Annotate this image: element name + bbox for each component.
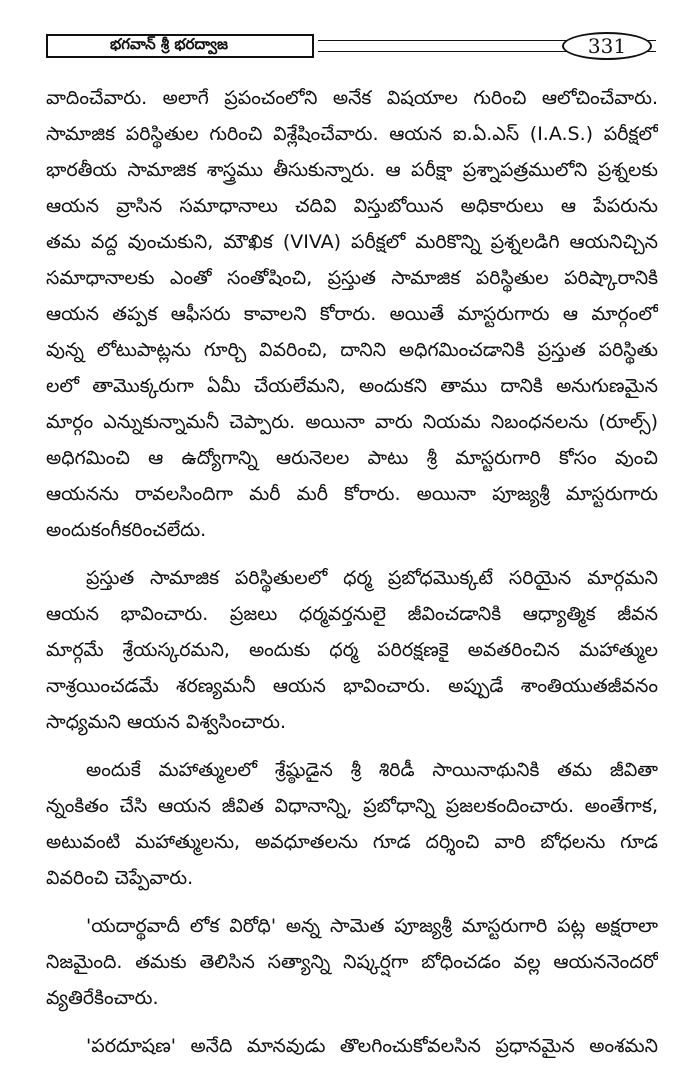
text-line: ఆయన భావించారు. ప్రజలు ధర్మవర్తనులై జీవించడానికి ఆధ్యాత్మిక జీవన bbox=[46, 603, 658, 625]
text-line: సామాజిక పరిస్థితుల గురించి విశ్లేషించేవారు. ఆయన ఐ.ఏ.ఎస్ (I.A.S.) పరీక్షలో bbox=[46, 123, 658, 145]
text-line: 'పరదూషణ' అనేది మానవుడు తొలగించుకోవలసిన ప్రధానమైన అంశమని bbox=[86, 1035, 658, 1057]
text-line: వాదించేవారు. అలాగే ప్రపంచంలోని అనేక విషయాల గురించి ఆలోచించేవారు. bbox=[46, 87, 658, 109]
text-line: న్నంకితం చేసి ఆయన జీవిత విధానాన్ని, ప్రబోధాన్ని ప్రజలకందించారు. అంతేగాక, bbox=[46, 795, 658, 817]
text-line: మార్గమే శ్రేయస్కరమని, అందుకు ధర్మ పరిరక్షణకై అవతరించిన మహాత్ముల bbox=[46, 639, 658, 661]
header-double-rule bbox=[318, 40, 602, 52]
text-line: ఆయన వ్రాసిన సమాధానాలు చదివి విస్తుబోయిన అధికారులు ఆ పేపరును bbox=[46, 195, 658, 217]
text-line: సమాధానాలకు ఎంతో సంతోషించి, ప్రస్తుత సామాజిక పరిస్థితుల పరిష్కారానికి bbox=[46, 267, 658, 289]
text-line: వివరించి చెప్పేవారు. bbox=[46, 867, 194, 889]
text-line: మార్గం ఎన్నుకున్నామనీ చెప్పారు. అయినా వారు నియమ నిబంధనలను (రూల్స్) bbox=[46, 411, 658, 433]
text-line: వ్యతిరేకించారు. bbox=[46, 987, 159, 1009]
text-line: వున్న లోటుపాట్లను గూర్చి వివరించి, దానిని అధిగమించడానికి ప్రస్తుత పరిస్థితు bbox=[46, 339, 658, 361]
body-text bbox=[46, 80, 658, 1064]
running-title: భగవాన్ శ్రీ భరద్వాజ bbox=[46, 34, 314, 58]
text-line: ఆయనను రావలసిందిగా మరీ మరీ కోరారు. అయినా పూజ్యశ్రీ మాస్టరుగారు bbox=[46, 483, 658, 505]
paragraph bbox=[46, 80, 658, 548]
text-line: 'యదార్థవాదీ లోక విరోధి' అన్న సామెత పూజ్యశ్రీ మాస్టరుగారి పట్ల అక్షరాలా bbox=[86, 915, 658, 937]
running-header bbox=[46, 34, 656, 60]
paragraph bbox=[46, 560, 658, 740]
text-line: అందుకే మహాత్ములలో శ్రేష్ఠుడైన శ్రీ శిరిడీ సాయినాథునికి తమ జీవితా bbox=[86, 759, 658, 781]
text-line: నిజమైంది. తమకు తెలిసిన సత్యాన్ని నిష్కర్షగా బోధించడం వల్ల ఆయననెందరో bbox=[46, 951, 658, 973]
text-line: నాశ్రయించడమే శరణ్యమనీ ఆయన భావించారు. అప్పుడే శాంతియుతజీవనం bbox=[46, 675, 658, 697]
text-line: భారతీయ సామాజిక శాస్త్రము తీసుకున్నారు. ఆ పరీక్షా ప్రశ్నాపత్రములోని ప్రశ్నలకు bbox=[46, 159, 658, 181]
text-line: తమ వద్ద వుంచుకుని, మౌఖిక (VIVA) పరీక్షలో మరికొన్ని ప్రశ్నలడిగి ఆయనిచ్చిన bbox=[46, 231, 658, 253]
text-line: ఆయన తప్పక ఆఫీసరు కావాలని కోరారు. అయితే మాస్టరుగారు ఆ మార్గంలో bbox=[46, 303, 658, 325]
text-line: అందుకంగీకరించలేదు. bbox=[46, 519, 207, 541]
paragraph bbox=[46, 1028, 658, 1064]
text-line: అటువంటి మహాత్ములను, అవధూతలను గూడ దర్శించి వారి బోధలను గూడ bbox=[46, 831, 658, 853]
text-line: లలో తామెుక్కరుగా ఏమీ చేయలేమని, అందుకని తాము దానికి అనుగుణమైన bbox=[46, 375, 658, 397]
text-line: ప్రస్తుత సామాజిక పరిస్థితులలో ధర్మ ప్రబోధమొక్కటే సరియైన మార్గమని bbox=[86, 567, 658, 589]
page-number-oval: 331 bbox=[562, 32, 652, 60]
paragraph bbox=[46, 752, 658, 896]
text-line: సాధ్యమని ఆయన విశ్వసించారు. bbox=[46, 711, 287, 733]
text-line: అధిగమించి ఆ ఉద్యోగాన్ని ఆరునెలల పాటు శ్రీ మాస్టరుగారి కోసం వుంచి bbox=[46, 447, 658, 469]
paragraph bbox=[46, 908, 658, 1016]
